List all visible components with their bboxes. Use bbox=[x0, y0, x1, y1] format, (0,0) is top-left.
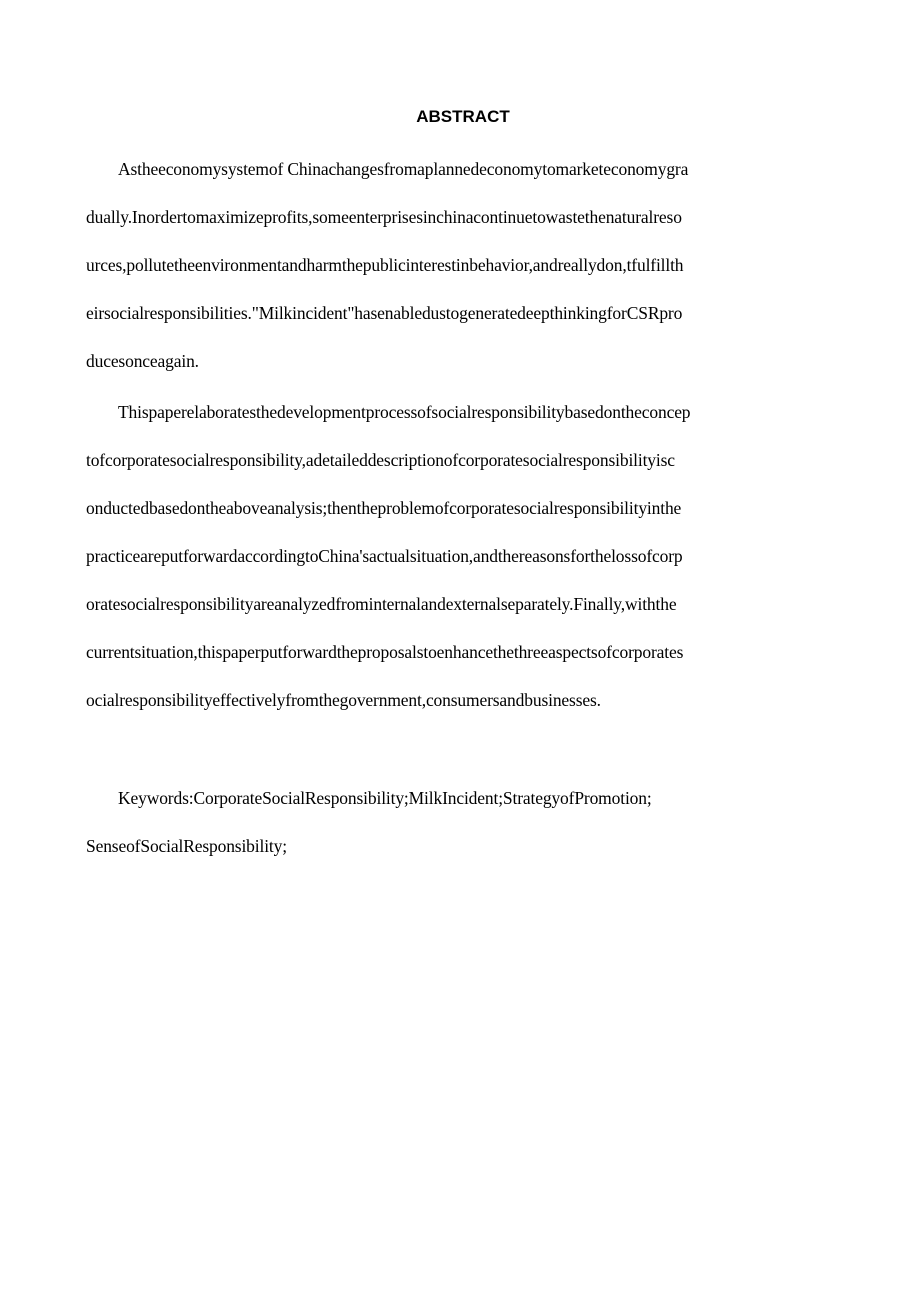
paragraph-line: currentsituation,thispaperputforwardtheproposalstoenhancethethreeaspectsofcorporates bbox=[86, 642, 684, 662]
paragraph-line: urces,pollutetheenvironmentandharmthepublicinterestinbehavior,andreallydon,tfulfillth bbox=[86, 255, 684, 275]
abstract-title: ABSTRACT bbox=[416, 107, 510, 126]
keywords-line: Keywords:CorporateSocialResponsibility;MilkIncident;StrategyofPromotion; bbox=[118, 788, 652, 808]
paragraph-line: eirsocialresponsibilities."Milkincident"hasenabledustogeneratedeepthinkingforCSRpro bbox=[86, 303, 683, 323]
keywords-block bbox=[86, 774, 846, 870]
paragraph-line: tofcorporatesocialresponsibility,adetaileddescriptionofcorporatesocialresponsibilityisc bbox=[86, 450, 675, 470]
paragraph-line: dually.Inordertomaximizeprofits,someenterprisesinchinacontinuetowastethenaturalreso bbox=[86, 207, 682, 227]
paragraph-line: Astheeconomysystemof Chinachangesfromaplannedeconomytomarketeconomygra bbox=[118, 159, 689, 179]
paragraph-line: oratesocialresponsibilityareanalyzedfrominternalandexternalseparately.Finally,withthe bbox=[86, 594, 677, 614]
paragraph-line: practiceareputforwardaccordingtoChina'sactualsituation,andthereasonsforthelossofcorp bbox=[86, 546, 683, 566]
paragraph-line: ocialresponsibilityeffectivelyfromthegovernment,consumersandbusinesses. bbox=[86, 690, 601, 710]
abstract-paragraph-1 bbox=[86, 145, 846, 385]
keywords-line: SenseofSocialResponsibility; bbox=[86, 836, 287, 856]
paragraph-line: Thispaperelaboratesthedevelopmentprocessofsocialresponsibilitybasedontheconcep bbox=[118, 402, 691, 422]
paragraph-line: onductedbasedontheaboveanalysis;thentheproblemofcorporatesocialresponsibilityinthe bbox=[86, 498, 682, 518]
paragraph-line: ducesonceagain. bbox=[86, 351, 199, 371]
abstract-paragraph-2 bbox=[86, 388, 846, 724]
